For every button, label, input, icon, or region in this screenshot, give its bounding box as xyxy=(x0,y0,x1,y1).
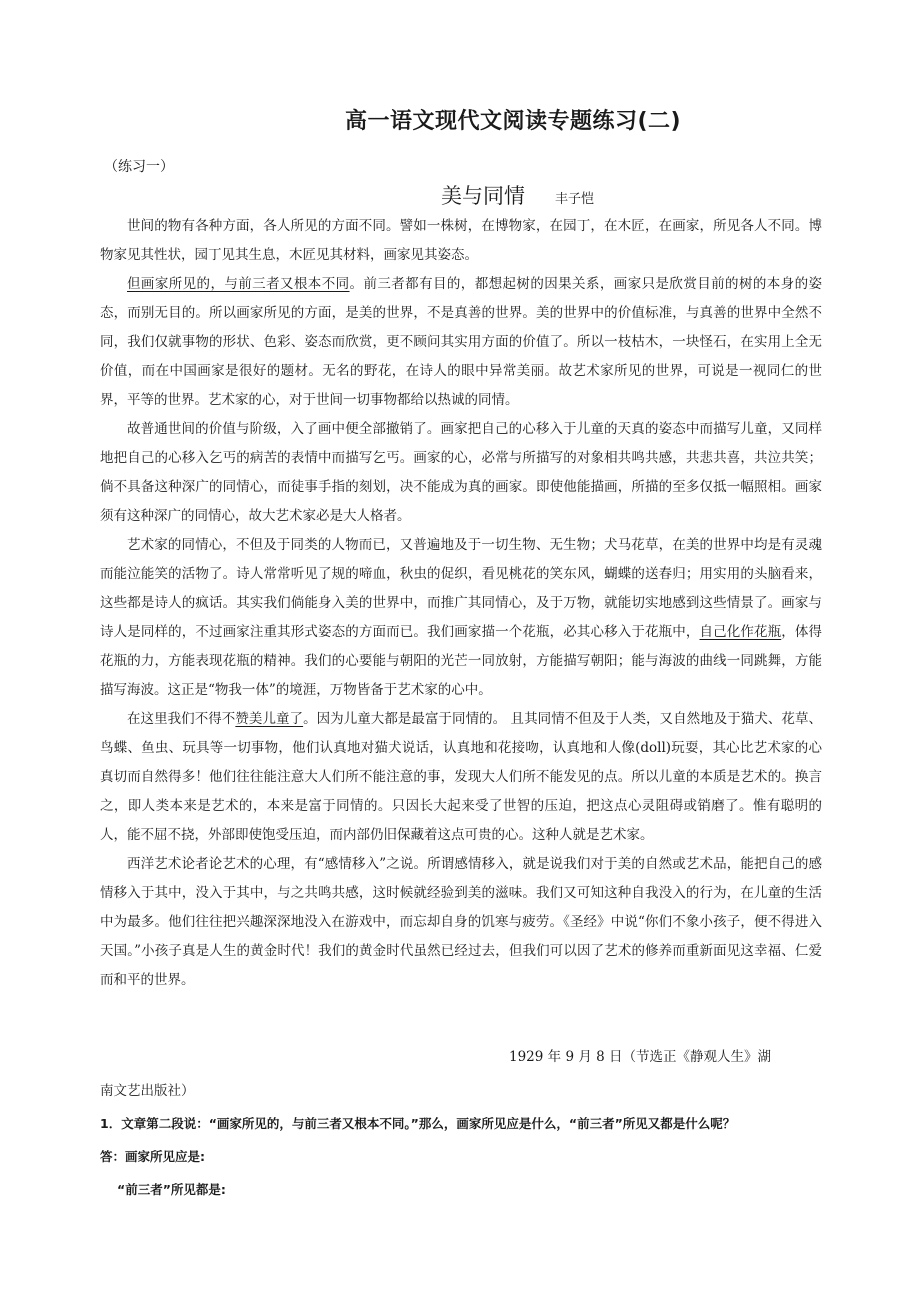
article-author: 丰子恺 xyxy=(555,192,595,207)
source-citation-continued: 南文艺出版社） xyxy=(100,1083,195,1099)
article-paragraph xyxy=(100,531,822,705)
underlined-phrase: 但画家所见的，与前三者又根本不同 xyxy=(127,276,350,292)
article-paragraph xyxy=(100,415,822,531)
article-paragraph xyxy=(100,212,822,270)
underlined-phrase: 自己化作花瓶 xyxy=(699,624,782,640)
article-title: 美与同情 xyxy=(441,184,525,208)
paragraph-text: 故普通世间的价值与阶级，入了画中便全部撤销了。画家把自己的心移入于儿童的天真的姿态中而描写儿童，又同样地把自己的心移入乞丐的病苦的表情中而描写乞丐。画家的心，必常与所描写的对象相共鸣共感，共悲共喜，共泣共笑；倘不具备这种深广的同情心，而徒事手指的刻划，决不能成为真的画家。即使他能描画，所描的至多仅抵一幅照相。画家须有这种深广的同情心，故大艺术家必是大人格者。 xyxy=(100,421,822,524)
source-citation: 1929 年 9 月 8 日（节选正《静观人生》湖 xyxy=(509,1049,771,1065)
paragraph-text: 西洋艺术论者论艺术的心理，有“感情移入”之说。所谓感情移入，就是说我们对于美的自然或艺术品，能把自己的感情移入于其中，没入于其中，与之共鸣共感，这时候就经验到美的滋味。我们又可知这种自我没入的行为，在儿童的生活中为最多。他们往往把兴趣深深地没入在游戏中，而忘却自身的饥寒与疲劳。《圣经》中说“你们不象小孩子，便不得进入天国。”小孩子真是人生的黄金时代！我们的黄金时代虽然已经过去，但我们可以因了艺术的修养而重新面见这幸福、仁爱而和平的世界。 xyxy=(100,856,822,988)
paragraph-text: 。前三者都有目的，都想起树的因果关系，画家只是欣赏目前的树的本身的姿态，而别无目的。所以画家所见的方面，是美的世界，不是真善的世界。美的世界中的价值标准，与真善的世界中全然不同，我们仅就事物的形状、色彩、姿态而欣赏，更不顾问其实用方面的价值了。所以一枝枯木，一块怪石，在实用上全无价值，而在中国画家是很好的题材。无名的野花，在诗人的眼中异常美丽。故艺术家所见的世界，可说是一视同仁的世界，平等的世界。艺术家的心，对于世间一切事物都给以热诚的同情。 xyxy=(100,276,822,408)
answer-label-others: “前三者”所见都是: xyxy=(117,1182,226,1197)
paragraph-text: ，体得花瓶的力，方能表现花瓶的精神。我们的心要能与朝阳的光芒一同放射，方能描写朝阳；能与海波的曲线一同跳舞，方能描写海波。这正是“物我一体”的境涯，万物皆备于艺术家的心中。 xyxy=(100,624,822,698)
article-paragraph xyxy=(100,270,822,415)
underlined-phrase: 赞美儿童了 xyxy=(235,711,304,727)
article-paragraph xyxy=(100,850,822,995)
section-label: （练习一） xyxy=(104,159,174,175)
paragraph-text: 世间的物有各种方面，各人所见的方面不同。譬如一株树，在博物家，在园丁，在木匠，在画家，所见各人不同。博物家见其性状，园丁见其生息，木匠见其材料，画家见其姿态。 xyxy=(100,218,822,263)
question-1: 1．文章第二段说：“画家所见的，与前三者又根本不同。”那么，画家所见应是什么，“前三者”所见又都是什么呢？ xyxy=(100,1116,736,1131)
article-paragraph xyxy=(100,705,822,850)
article-body xyxy=(100,212,822,995)
paragraph-text: 在这里我们不得不 xyxy=(127,711,236,727)
paragraph-text: 。因为儿童大都是最富于同情的。 且其同情不但及于人类，又自然地及于猫犬、花草、鸟蝶、鱼虫、玩具等一切事物，他们认真地对猫犬说话，认真地和花接吻，认真地和人像(doll)玩耍，其心比艺术家的心真切而自然得多！他们往往能注意大人们所不能注意的事，发现大人们所不能发见的点。所以儿童的本质是艺术的。换言之，即人类本来是艺术的，本来是富于同情的。只因长大起来受了世智的压迫，把这点心灵阻碍或销磨了。惟有聪明的人，能不屈不挠，外部即使饱受压迫，而内部仍旧保藏着这点可贵的心。这种人就是艺术家。 xyxy=(100,711,823,843)
paragraph-text: 艺术家的同情心，不但及于同类的人物而已，又普遍地及于一切生物、无生物；犬马花草，在美的世界中均是有灵魂而能泣能笑的活物了。诗人常常听见了规的啼血，秋虫的促织，看见桃花的笑东风，蝴蝶的送春归；用实用的头脑看来，这些都是诗人的疯话。其实我们倘能身入美的世界中，而推广其同情心，及于万物，就能切实地感到这些情景了。画家与诗人是同样的，不过画家注重其形式姿态的方面而已。我们画家描一个花瓶，必其心移入于花瓶中， xyxy=(100,537,822,640)
answer-label-painter: 答：画家所见应是: xyxy=(100,1149,205,1164)
document-title: 高一语文现代文阅读专题练习(二) xyxy=(345,109,682,134)
